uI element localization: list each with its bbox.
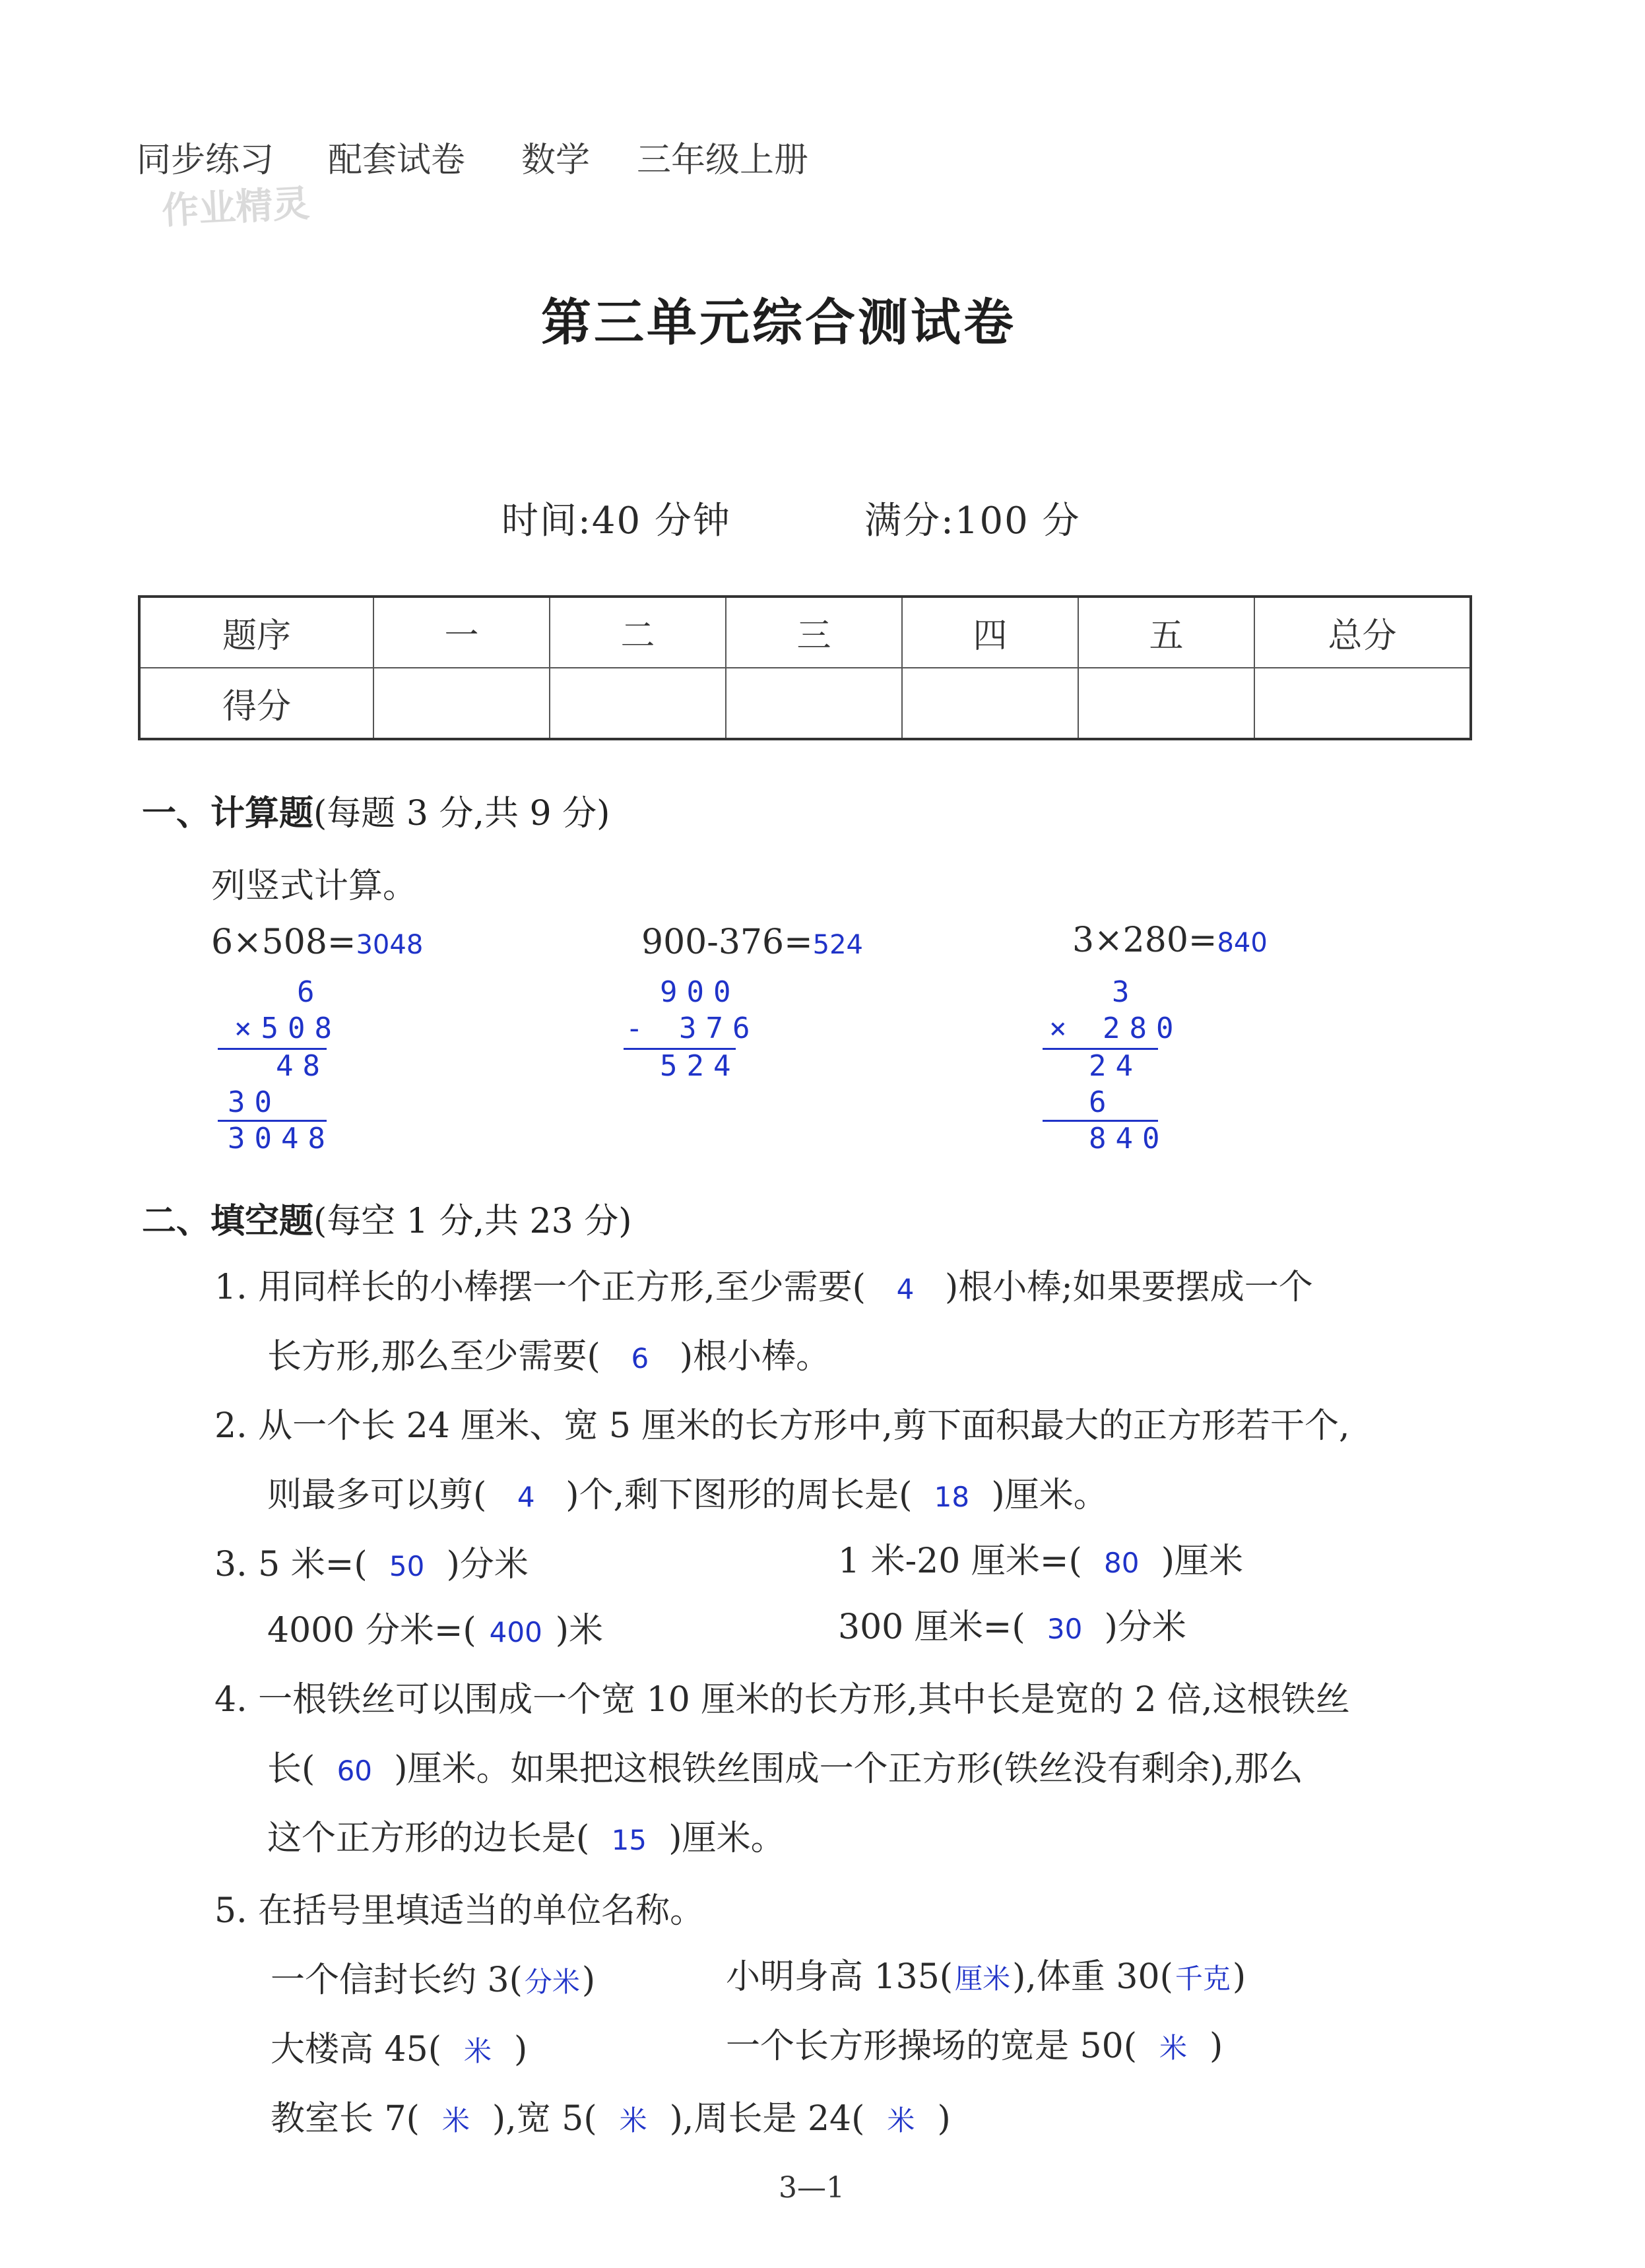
- question-5-item-building: 大楼高 45( 米 ): [271, 2030, 528, 2069]
- page-number: 3—1: [779, 2171, 845, 2205]
- question-5-item-envelope: 一个信封长约 3(分米): [271, 1960, 596, 2000]
- vertical-line: 900: [660, 975, 740, 1009]
- score-row-label: 得分: [139, 668, 373, 739]
- vertical-line: 48: [276, 1049, 329, 1083]
- question-1-line-2: 长方形,那么至少需要( 6 )根小棒。: [267, 1337, 831, 1377]
- vertical-line: 3: [1112, 975, 1139, 1009]
- question-1-line-1: 1. 用同样长的小棒摆一个正方形,至少需要( 4 )根小棒;如果要摆成一个: [214, 1268, 1313, 1307]
- score-header-cell: 总分: [1254, 597, 1471, 668]
- time-limit: 时间:40 分钟: [501, 500, 731, 542]
- header-subject: 数学: [521, 141, 591, 180]
- vertical-line: 3048: [228, 1122, 335, 1155]
- question-4-line-1: 4. 一根铁丝可以围成一个宽 10 厘米的长方形,其中长是宽的 2 倍,这根铁丝: [214, 1680, 1350, 1720]
- question-2-line-2: 则最多可以剪( 4 )个,剩下图形的周长是( 18 )厘米。: [267, 1475, 1108, 1515]
- question-5-stem: 5. 在括号里填适当的单位名称。: [214, 1891, 705, 1931]
- question-3-item-4: 300 厘米=( 30 )分米: [838, 1607, 1186, 1647]
- question-4-line-3: 这个正方形的边长是( 15 )厘米。: [267, 1819, 785, 1858]
- question-5-item-classroom: 教室长 7( 米 ),宽 5( 米 ),周长是 24( 米 ): [271, 2099, 951, 2139]
- score-table: [138, 595, 1472, 740]
- header-series: 同步练习: [137, 141, 274, 180]
- question-3-item-2: 1 米-20 厘米=( 80 )厘米: [838, 1541, 1244, 1581]
- score-cell[interactable]: [726, 668, 902, 739]
- question-3-item-1: 3. 5 米=( 50 )分米: [214, 1545, 529, 1584]
- score-header-cell: 题序: [139, 597, 373, 668]
- score-cell[interactable]: [1254, 668, 1471, 739]
- score-header-cell: 四: [902, 597, 1078, 668]
- question-4-line-2: 长( 60 )厘米。如果把这根铁丝围成一个正方形(铁丝没有剩余),那么: [267, 1749, 1303, 1789]
- section2-heading: 二、填空题(每空 1 分,共 23 分): [142, 1202, 632, 1241]
- vertical-line: × 280: [1049, 1012, 1183, 1045]
- vertical-line: 6: [1089, 1085, 1116, 1119]
- calc-problem-3: 3×280=840: [1072, 921, 1268, 960]
- score-cell[interactable]: [550, 668, 726, 739]
- vertical-line: - 376: [626, 1012, 759, 1045]
- question-5-item-playground: 一个长方形操场的宽是 50( 米 ): [726, 2026, 1223, 2066]
- page-title: 第三单元综合测试卷: [541, 293, 1016, 352]
- header-book: 配套试卷: [328, 141, 466, 180]
- score-header-cell: 三: [726, 597, 902, 668]
- header-grade: 三年级上册: [637, 141, 809, 180]
- vertical-line: 30: [228, 1085, 281, 1119]
- score-cell[interactable]: [1078, 668, 1254, 739]
- watermark: 作业精灵: [160, 182, 311, 233]
- question-2-line-1: 2. 从一个长 24 厘米、宽 5 厘米的长方形中,剪下面积最大的正方形若干个,: [214, 1406, 1350, 1446]
- score-cell[interactable]: [373, 668, 550, 739]
- score-cell[interactable]: [902, 668, 1078, 739]
- vertical-line: 24: [1089, 1049, 1142, 1083]
- score-header-cell: 二: [550, 597, 726, 668]
- calc-problem-1: 6×508=3048: [211, 923, 424, 962]
- score-header-cell: 五: [1078, 597, 1254, 668]
- full-score: 满分:100 分: [864, 500, 1081, 542]
- vertical-line: ×508: [234, 1012, 341, 1045]
- vertical-line: 524: [660, 1049, 740, 1083]
- vertical-line: 840: [1089, 1122, 1169, 1155]
- question-5-item-xiaoming: 小明身高 135(厘米),体重 30(千克): [726, 1957, 1246, 1997]
- vertical-line: 6: [297, 975, 324, 1009]
- section1-instruction: 列竖式计算。: [211, 866, 418, 906]
- section1-heading: 一、计算题(每题 3 分,共 9 分): [142, 794, 610, 833]
- question-3-item-3: 4000 分米=( 400 )米: [267, 1611, 604, 1650]
- calc-problem-2: 900-376=524: [641, 923, 864, 962]
- score-header-cell: 一: [373, 597, 550, 668]
